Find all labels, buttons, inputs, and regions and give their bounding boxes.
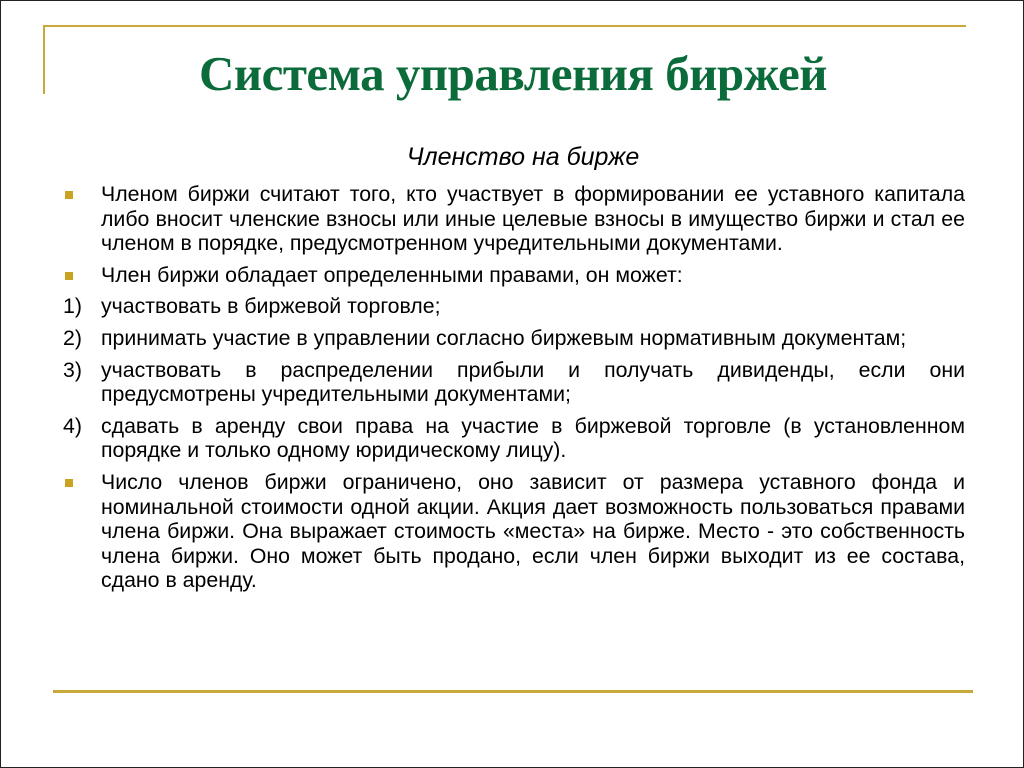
bullet-item bbox=[63, 263, 965, 288]
bullet-item bbox=[63, 182, 965, 256]
square-bullet-icon bbox=[65, 272, 73, 280]
bullet-item bbox=[63, 470, 965, 593]
numbered-item bbox=[63, 294, 965, 319]
bullet-text: Член биржи обладает определенными правами, он может: bbox=[101, 262, 683, 287]
numbered-text: участвовать в биржевой торговле; bbox=[101, 294, 441, 319]
numbered-item bbox=[63, 414, 965, 463]
list-number: 2) bbox=[63, 325, 82, 350]
square-bullet-icon bbox=[65, 191, 73, 199]
slide-subtitle: Членство на бирже bbox=[406, 143, 640, 171]
numbered-text: участвовать в распределении прибыли и получать дивиденды, если они предусмотрены учредительными документами; bbox=[101, 357, 965, 407]
list-number: 4) bbox=[63, 413, 82, 438]
top-decorative-rule bbox=[44, 25, 966, 27]
numbered-text: принимать участие в управлении согласно биржевым нормативным документам; bbox=[101, 325, 907, 350]
bullet-text: Число членов биржи ограничено, оно зависит от размера уставного фонда и номинальной стоимости одной акции. Акция дает возможность пользоваться правами члена биржи. Она выражает стоимость «места» на бирже. Место - это собственность члена биржи. Оно может быть продано, если член биржи выходит из ее состава, сдано в аренду. bbox=[101, 469, 965, 593]
bottom-decorative-rule bbox=[53, 690, 973, 693]
list-number: 3) bbox=[63, 357, 82, 382]
numbered-item bbox=[63, 326, 965, 351]
square-bullet-icon bbox=[65, 479, 73, 487]
slide-title: Система управления биржей bbox=[198, 46, 828, 101]
numbered-item bbox=[63, 358, 965, 407]
slide-body bbox=[63, 182, 965, 600]
list-number: 1) bbox=[63, 294, 82, 319]
numbered-text: сдавать в аренду свои права на участие в биржевой торговле (в установленном порядке и только одному юридическому лицу). bbox=[101, 413, 965, 463]
bullet-text: Членом биржи считают того, кто участвует в формировании ее уставного капитала либо вносит членские взносы или иные целевые взносы в имущество биржи и стал ее членом в порядке, предусмотренном учредительными документами. bbox=[101, 182, 965, 256]
